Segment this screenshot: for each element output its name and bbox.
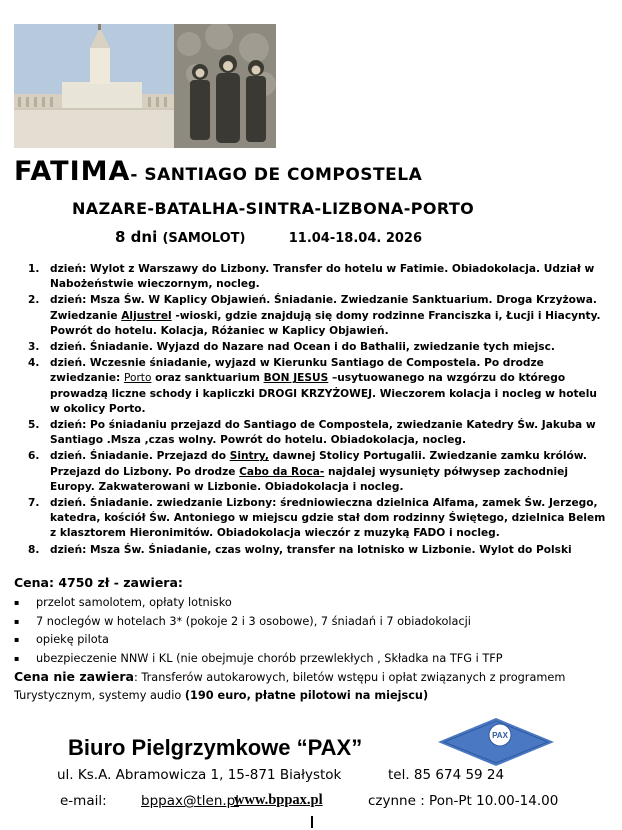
trip-dates: 11.04-18.04. 2026	[288, 231, 423, 246]
day-text: dzień: Msza Św. W Kaplicy Objawień. Śniadanie. Zwiedzanie Sanktuarium. Droga Krzyżowa. Zwiedzanie	[50, 294, 597, 322]
title-rest: - SANTIAGO DE COMPOSTELA	[130, 165, 423, 185]
day-text: dzień. Śniadanie. Wyjazd do Nazare nad Ocean i do Bathalii, zwiedzanie tych miejsc.	[50, 341, 555, 354]
highlighted-place: BON JESUS	[263, 372, 329, 385]
duration: 8 dni	[115, 228, 158, 246]
day-text: dawnej Stolicy Portugalii. Zwiedzanie zamku królów. Przejazd do Lizbony. Po drodze	[50, 450, 587, 478]
itinerary-day	[18, 262, 608, 292]
not-included	[14, 668, 614, 705]
itinerary-day	[18, 496, 608, 542]
highlighted-place: Cabo da Roca-	[239, 465, 325, 478]
day-number: 3.	[28, 341, 40, 354]
not-included-label: Cena nie zawiera	[14, 669, 134, 684]
price-heading: Cena: 4750 zł - zawiera:	[14, 575, 183, 590]
header-photo	[14, 24, 276, 148]
day-number: 2.	[28, 294, 40, 307]
day-text: dzień: Po śniadaniu przejazd do Santiago de Compostela, zwiedzanie Katedry Św. Jakuba w Santiago .Msza ,czas wolny. Powrót do hotelu. Obiadokolacja, nocleg.	[50, 419, 596, 447]
day-text: dzień. Śniadanie. zwiedzanie Lizbony: średniowieczna dzielnica Alfama, zamek Św. Jerzego, katedra, kościół Św. Antoniego w miejscu gdzie stał dom rodzinny Świętego, dzielnica Belem z klasztorem Hieronimitów. Obiadokolacja wieczór z muzyką FADO i nocleg.	[50, 497, 606, 540]
itinerary-day	[18, 340, 608, 355]
highlighted-place: Porto	[123, 372, 152, 385]
included-item: ▪ ubezpieczenie NNW i KL (nie obejmuje chorób przewlekłych , Składka na TFG i TFP	[14, 650, 614, 669]
highlighted-place: Aljustrel	[121, 309, 172, 322]
website-link[interactable]: www.bppax.pl	[234, 792, 323, 808]
office-hours: czynne : Pon-Pt 10.00-14.00	[368, 793, 559, 809]
fatima-photo-illustration	[14, 24, 276, 148]
itinerary-day	[18, 543, 608, 558]
day-number: 4.	[28, 357, 40, 370]
day-text: oraz sanktuarium	[151, 372, 264, 385]
logo-text: PAX	[492, 731, 508, 740]
itinerary-day	[18, 449, 608, 495]
itinerary-list	[18, 262, 608, 559]
agency-address: ul. Ks.A. Abramowicza 1, 15-871 Białystok	[57, 767, 342, 783]
day-text: –usytuowanego na wzgórzu do którego prowadzą liczne schody i kapliczki DROGI KRZYŻOWEJ. Wieczorem kolacja i nocleg w hotelu w okolicy Porto.	[50, 372, 597, 415]
email-link[interactable]: bppax@tlen.pl	[141, 793, 239, 809]
price-section	[14, 575, 614, 705]
itinerary-day	[18, 356, 608, 417]
included-list	[14, 594, 614, 668]
not-included-text: : Transferów autokarowych, biletów wstępu i opłat związanych z programem Turystycznym, systemy audio	[14, 671, 566, 702]
day-text: dzień. Wczesnie śniadanie, wyjazd w Kierunku Santiago de Compostela. Po drodze zwiedzanie:	[50, 357, 544, 385]
route-subtitle: NAZARE-BATALHA-SINTRA-LIZBONA-PORTO	[72, 199, 475, 218]
included-item: ▪ 7 noclegów w hotelach 3* (pokoje 2 i 3 osobowe), 7 śniadań i 7 obiadokolacji	[14, 613, 614, 632]
day-text: najdalej wysunięty półwysep zachodniej Europy. Zakwaterowani w Lizbonie. Obiadokolacja i nocleg.	[50, 465, 568, 493]
email-label: e-mail:	[60, 793, 107, 809]
included-item: ▪ przelot samolotem, opłaty lotnisko	[14, 594, 614, 613]
day-number: 5.	[28, 419, 40, 432]
not-included-bold: (190 euro, płatne pilotowi na miejscu)	[184, 689, 429, 702]
day-number: 1.	[28, 263, 40, 275]
itinerary-day	[18, 293, 608, 339]
day-text: dzień: Wylot z Warszawy do Lizbony. Transfer do hotelu w Fatimie. Obiadokolacja. Udział w Nabożeństwie wieczornym, nocleg.	[50, 263, 595, 291]
day-number: 8.	[28, 543, 40, 556]
transport: (SAMOLOT)	[162, 231, 246, 246]
day-text: dzień: Msza Św. Śniadanie, czas wolny, transfer na lotnisko w Lizbonie. Wylot do Polski	[50, 543, 572, 556]
title-main: FATIMA	[14, 156, 131, 187]
day-number: 7.	[28, 497, 40, 510]
agency-name: Biuro Pielgrzymkowe “PAX”	[68, 735, 363, 760]
itinerary-day	[18, 418, 608, 448]
page-title	[14, 156, 422, 187]
included-item: ▪ opiekę pilota	[14, 631, 614, 650]
day-number: 6.	[28, 450, 40, 463]
agency-phone: tel. 85 674 59 24	[388, 767, 505, 783]
day-text: dzień. Śniadanie. Przejazd do	[50, 450, 230, 463]
highlighted-place: Sintry,	[229, 450, 269, 463]
pax-logo-icon	[438, 718, 554, 766]
text-cursor	[311, 816, 313, 828]
day-text: -wioski, gdzie znajdują się domy rodzinne Franciszka i, Łucji i Hiacynty. Powrót do hotelu. Kolacja, Różaniec w Kaplicy Objawień.	[50, 309, 601, 337]
trip-summary	[115, 228, 422, 246]
